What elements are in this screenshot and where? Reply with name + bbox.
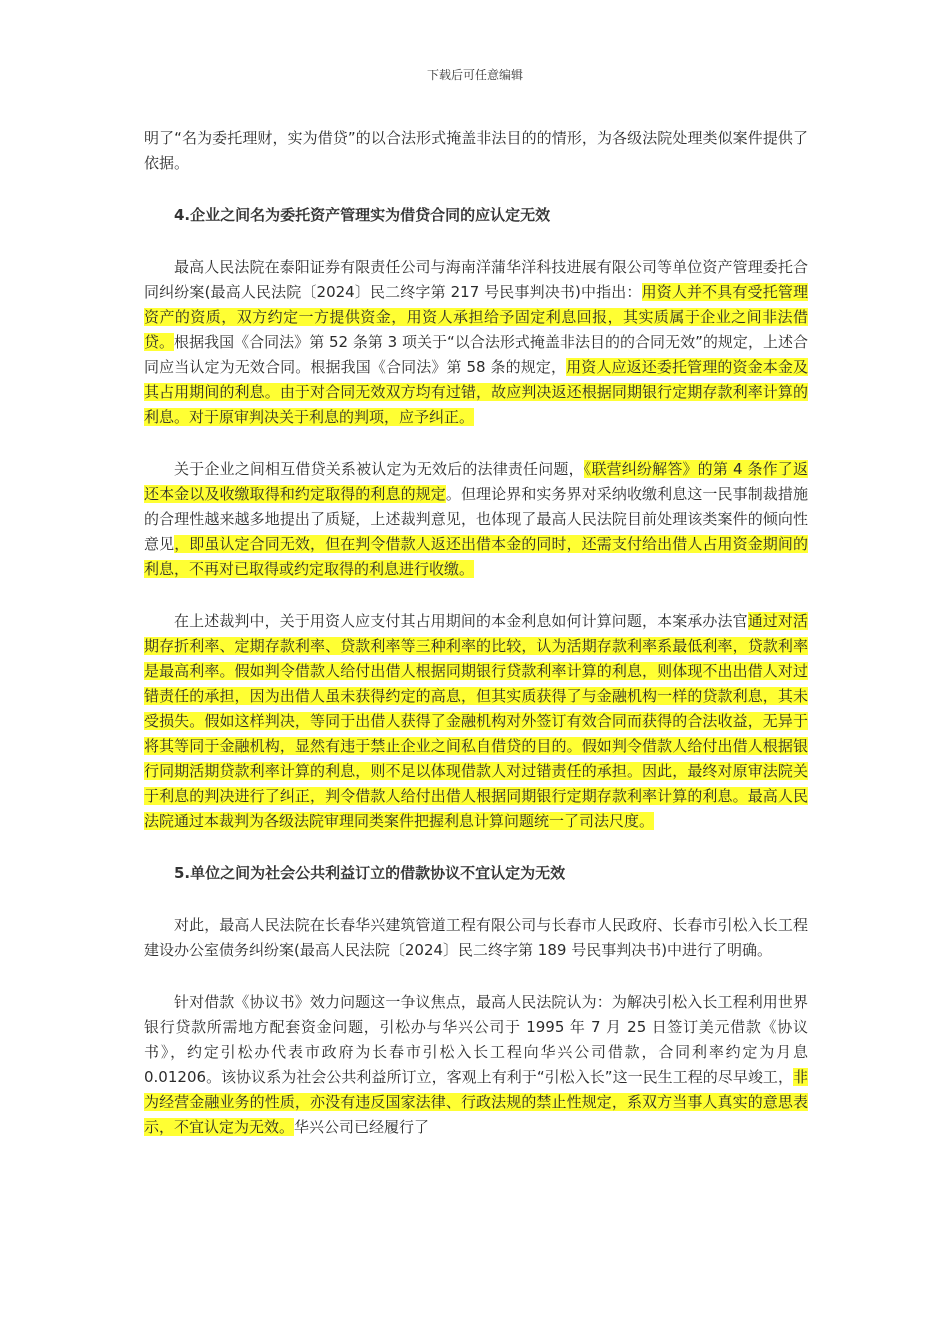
paragraph-text: 。但理论界和实务界对采纳收缴利息这一民事制裁措施的合理性越来越多地提出了质疑，上述裁判意见，也体现了最高人民法院目前处理该类案件的倾向性意见 bbox=[144, 485, 808, 553]
paragraph-case-huaxing bbox=[144, 913, 808, 963]
paragraph-interest-calculation bbox=[144, 609, 808, 834]
highlighted-text: 《联营纠纷解答》的第 4 条作了返还本金以及收缴取得和约定取得的利息的规定 bbox=[144, 460, 808, 503]
page-header: 下载后可任意编辑 bbox=[426, 68, 523, 82]
paragraph-text: 最高人民法院在泰阳证券有限责任公司与海南洋蒲华洋科技进展有限公司等单位资产管理委托合同纠纷案(最高人民法院〔2024〕民二终字第 217 号民事判决书)中指出： bbox=[144, 258, 808, 301]
paragraph-text: 在上述裁判中，关于用资人应支付其占用期间的本金利息如何计算问题，本案承办法官 bbox=[174, 612, 748, 630]
section-heading-5: 5.单位之间为社会公共利益订立的借款协议不宜认定为无效 bbox=[174, 864, 566, 882]
paragraph-text: 关于企业之间相互借贷关系被认定为无效后的法律责任问题， bbox=[174, 460, 584, 478]
highlighted-text: 用资人并不具有受托管理资产的资质，双方约定一方提供资金，用资人承担给予固定利息回报，其实质属于企业之间非法借贷。 bbox=[144, 283, 808, 351]
highlighted-text: 非为经营金融业务的性质，亦没有违反国家法律、行政法规的禁止性规定，系双方当事人真实的意思表示，不宜认定为无效。 bbox=[144, 1068, 808, 1136]
paragraph-legal-liability bbox=[144, 457, 808, 582]
highlighted-text: ，即虽认定合同无效，但在判令借款人返还出借本金的同时，还需支付给出借人占用资金期间的利息，不再对已取得或约定取得的利息进行收缴。 bbox=[144, 535, 808, 578]
section-heading-4: 4.企业之间名为委托资产管理实为借贷合同的应认定无效 bbox=[174, 206, 551, 224]
document-body bbox=[144, 126, 808, 1140]
paragraph-text: 对此，最高人民法院在长春华兴建筑管道工程有限公司与长春市人民政府、长春市引松入长工程建设办公室债务纠纷案(最高人民法院〔2024〕民二终字第 189 号民事判决书)中进行了明确。 bbox=[144, 916, 808, 959]
paragraph-agreement-validity bbox=[144, 990, 808, 1140]
paragraph-text: 华兴公司已经履行了 bbox=[294, 1118, 430, 1136]
highlighted-text: 用资人应返还委托管理的资金本金及其占用期间的利息。由于对合同无效双方均有过错，故应判决返还根据同期银行定期存款利率计算的利息。对于原审判决关于利息的判项，应予纠正。 bbox=[144, 358, 808, 426]
paragraph-text: 明了“名为委托理财，实为借贷”的以合法形式掩盖非法目的的情形，为各级法院处理类似案件提供了依据。 bbox=[144, 129, 808, 172]
paragraph-continuation bbox=[144, 126, 808, 176]
highlighted-text: 通过对活期存折利率、定期存款利率、贷款利率等三种利率的比较，认为活期存款利率系最低利率，贷款利率是最高利率。假如判令借款人给付出借人根据同期银行贷款利率计算的利息，则体现不出出借人对过错责任的承担，因为出借人虽未获得约定的高息，但其实质获得了与金融机构一样的贷款利息，其未受损失。假如这样判决，等同于出借人获得了金融机构对外签订有效合同而获得的合法收益，无异于将其等同于金融机构，显然有违于禁止企业之间私自借贷的目的。假如判令借款人给付出借人根据银行同期活期贷款利率计算的利息，则不足以体现借款人对过错责任的承担。因此，最终对原审法院关于利息的判决进行了纠正，判令借款人给付出借人根据同期银行定期存款利率计算的利息。最高人民法院通过本裁判为各级法院审理同类案件把握利息计算问题统一了司法尺度。 bbox=[144, 612, 808, 830]
paragraph-text: 针对借款《协议书》效力问题这一争议焦点，最高人民法院认为：为解决引松入长工程利用世界银行贷款所需地方配套资金问题，引松办与华兴公司于 1995 年 7 月 25 日签订美元借款《协议书》，约定引松办代表市政府为长春市引松入长工程向华兴公司借款，合同利率约定为月息 0.01206。该协议系为社会公共利益所订立，客观上有利于“引松入长”这一民生工程的尽早竣工， bbox=[144, 993, 808, 1086]
paragraph-case-taiyang bbox=[144, 255, 808, 430]
paragraph-text: 根据我国《合同法》第 52 条第 3 项关于“以合法形式掩盖非法目的的合同无效”的规定，上述合同应当认定为无效合同。根据我国《合同法》第 58 条的规定， bbox=[144, 333, 808, 376]
